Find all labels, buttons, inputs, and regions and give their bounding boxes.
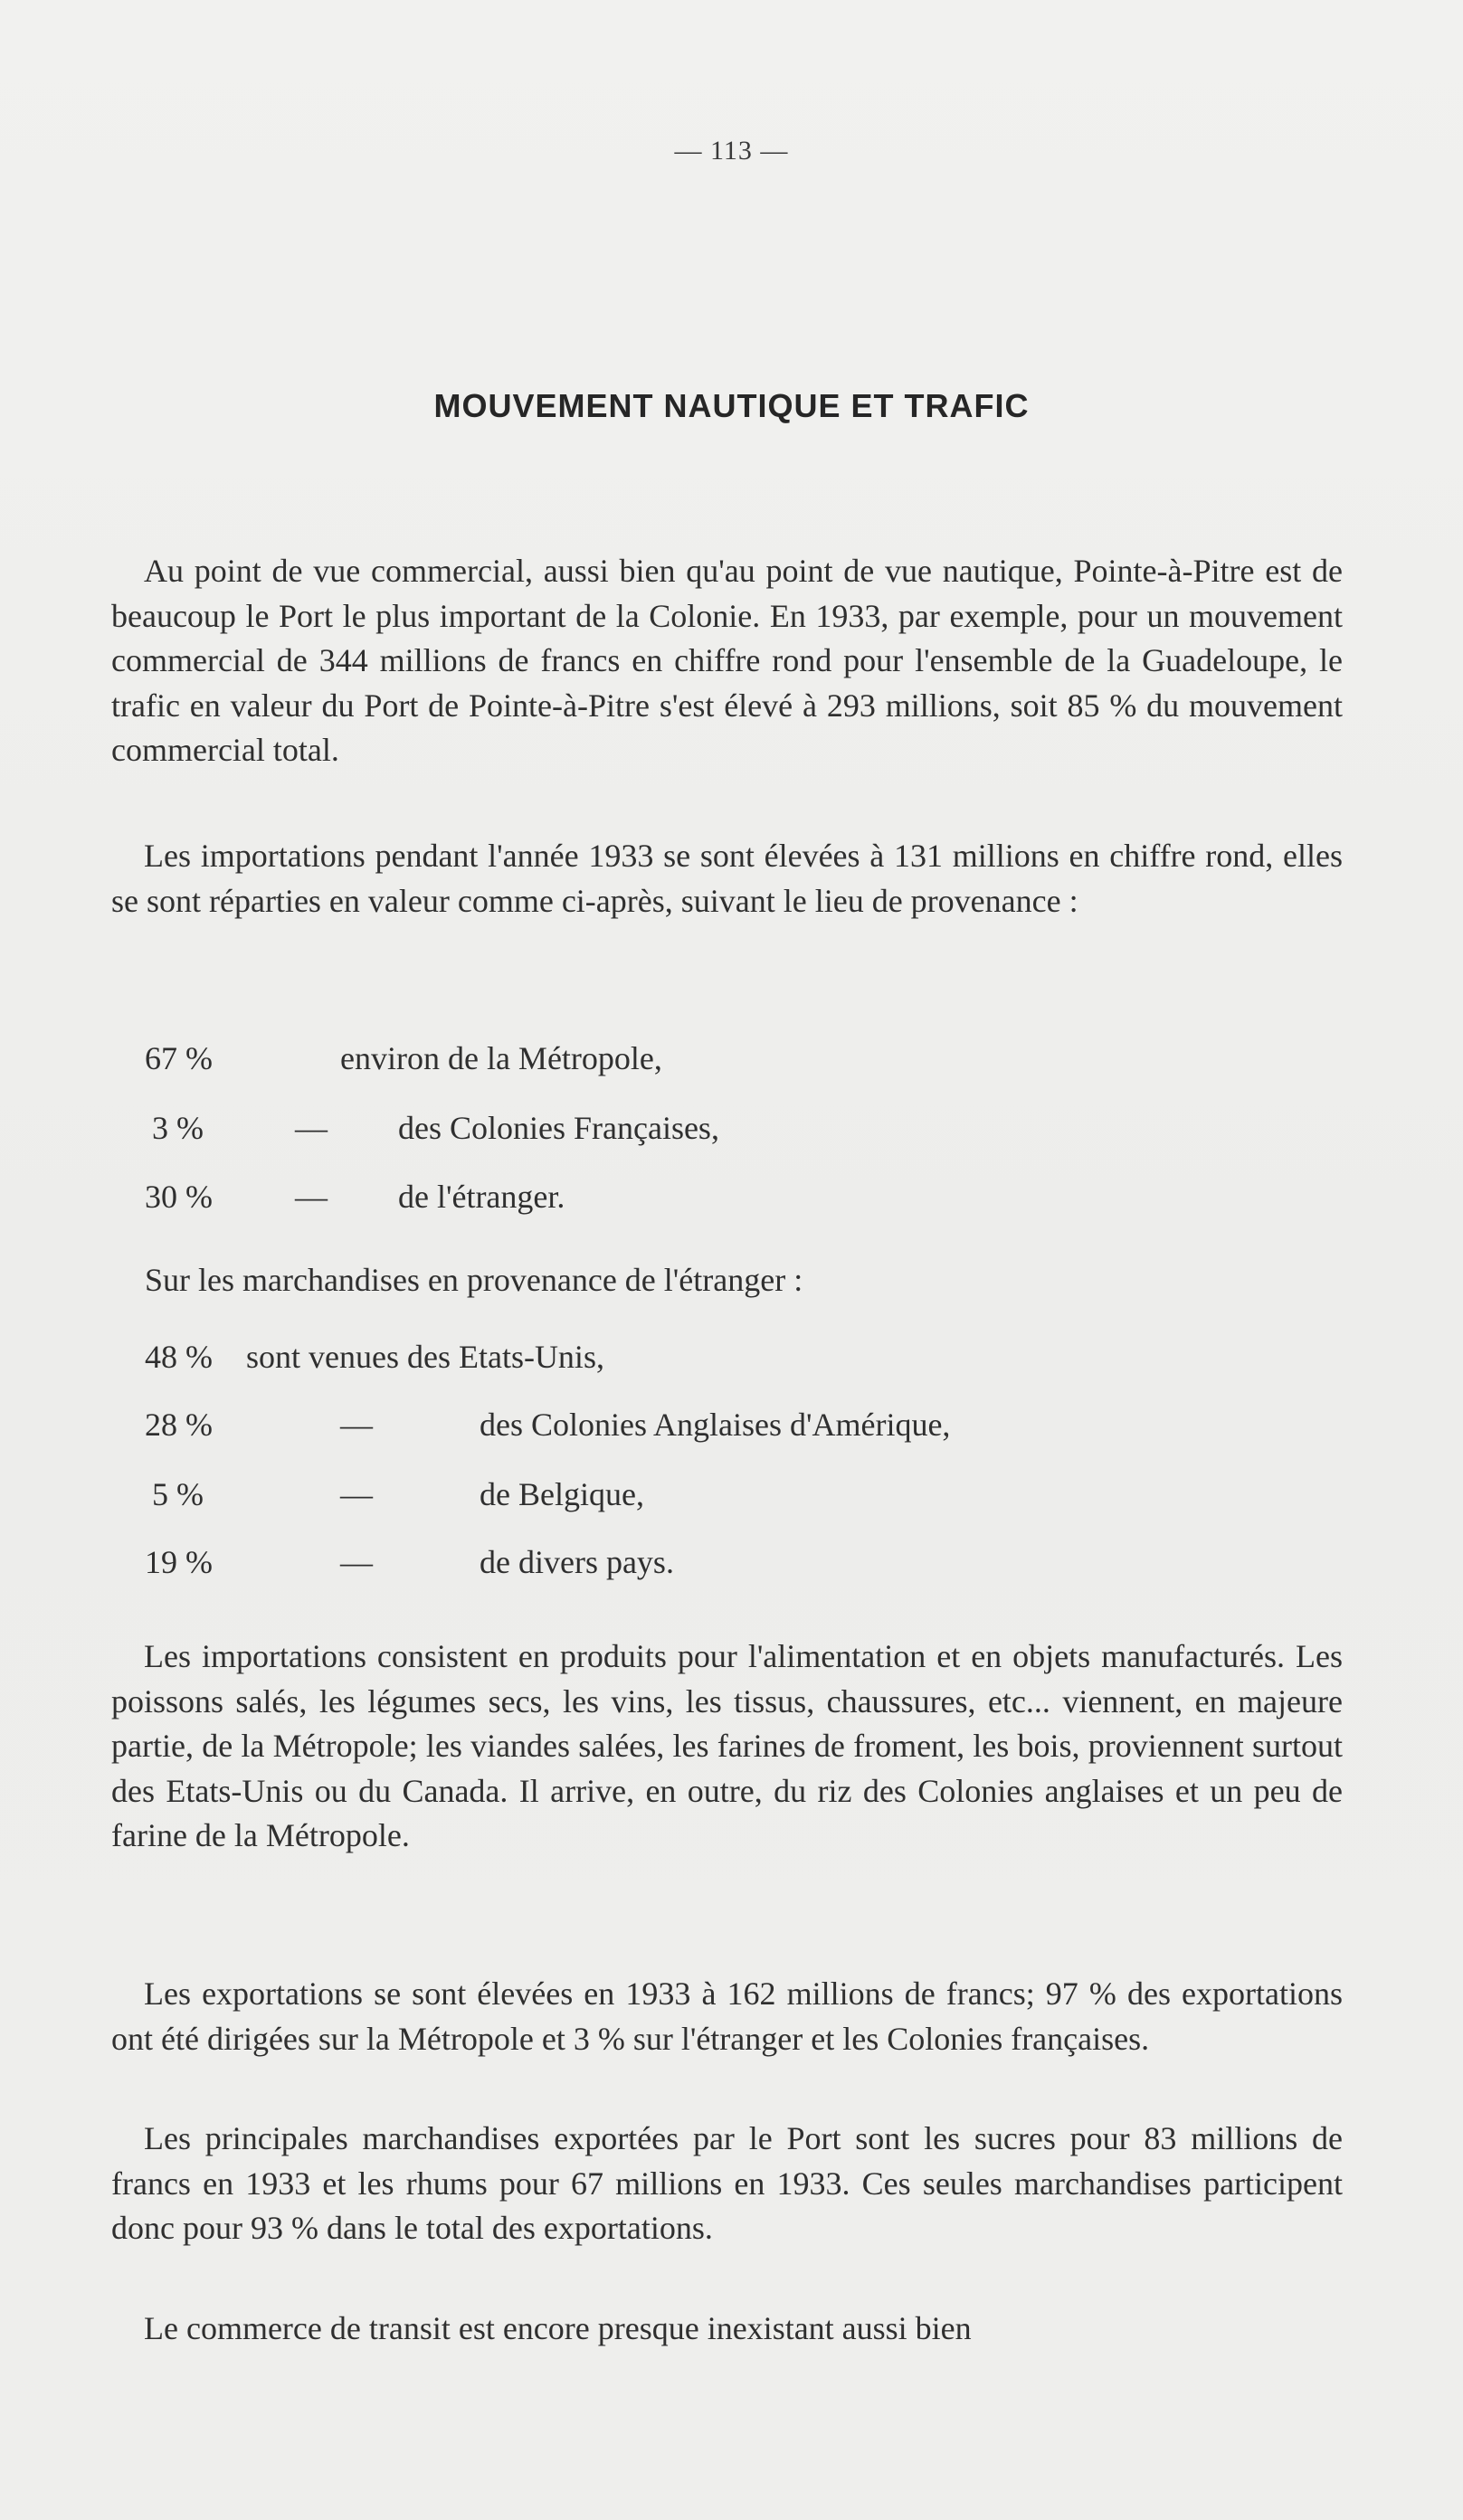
foreign-label-2: des Colonies Anglaises d'Amérique, bbox=[480, 1407, 951, 1443]
foreign-dash-4: — bbox=[340, 1544, 373, 1580]
paragraph-imports: Les importations pendant l'année 1933 se sont élevées à 131 millions en chiffre rond, elles se sont réparties en valeur comme ci-après, suivant le lieu de provenance : bbox=[111, 838, 1343, 919]
foreign-pct-1: 48 % bbox=[145, 1339, 213, 1375]
section-title: MOUVEMENT NAUTIQUE ET TRAFIC bbox=[433, 387, 1030, 424]
provenance-label-3: de l'étranger. bbox=[398, 1179, 565, 1215]
provenance-pct-2: 3 % bbox=[152, 1110, 204, 1146]
provenance-label-2: des Colonies Françaises, bbox=[398, 1110, 719, 1146]
provenance-label-1: environ de la Métropole, bbox=[340, 1040, 662, 1076]
paragraph-exports: Les exportations se sont élevées en 1933 à 162 millions de francs; 97 % des exportations ont été dirigées sur la Métropole et 3 % sur l'étranger et les Colonies françaises. bbox=[111, 1975, 1343, 2057]
paragraph-intro: Au point de vue commercial, aussi bien qu'au point de vue nautique, Pointe-à-Pitre est de beaucoup le Port le plus important de la Colonie. En 1933, par exemple, pour un mouvement commercial de 344 millions de francs en chiffre rond pour l'ensemble de la Guadeloupe, le trafic en valeur du Port de Pointe-à-Pitre s'est élevé à 293 millions, soit 85 % du mouvement commercial total. bbox=[111, 553, 1343, 769]
provenance-dash-2: — bbox=[295, 1110, 328, 1146]
foreign-label-3: de Belgique, bbox=[480, 1476, 644, 1512]
page-number: — 113 — bbox=[674, 136, 789, 166]
paragraph-foreign-intro: Sur les marchandises en provenance de l'étranger : bbox=[145, 1262, 803, 1298]
foreign-dash-3: — bbox=[340, 1476, 373, 1512]
foreign-pct-2: 28 % bbox=[145, 1407, 213, 1443]
paragraph-export-goods: Les principales marchandises exportées par le Port sont les sucres pour 83 millions de francs en 1933 et les rhums pour 67 millions en 1933. Ces seules marchandises participent donc pour 93 % dans le total des exportations. bbox=[111, 2120, 1343, 2247]
foreign-dash-2: — bbox=[340, 1407, 373, 1443]
foreign-label-1: sont venues des Etats-Unis, bbox=[246, 1339, 604, 1375]
provenance-dash-3: — bbox=[295, 1179, 328, 1215]
foreign-pct-3: 5 % bbox=[152, 1476, 204, 1512]
foreign-label-4: de divers pays. bbox=[480, 1544, 674, 1580]
paragraph-transit: Le commerce de transit est encore presque inexistant aussi bien bbox=[144, 2310, 972, 2346]
provenance-pct-3: 30 % bbox=[145, 1179, 213, 1215]
provenance-pct-1: 67 % bbox=[145, 1040, 213, 1076]
paragraph-import-goods: Les importations consistent en produits pour l'alimentation et en objets manufacturés. Les poissons salés, les légumes secs, les vins, les tissus, chaussures, etc... viennent, en majeure partie, de la Métropole; les viandes salées, les farines de froment, les bois, proviennent surtout des Etats-Unis ou du Canada. Il arrive, en outre, du riz des Colonies anglaises et un peu de farine de la Métropole. bbox=[111, 1638, 1343, 1854]
foreign-pct-4: 19 % bbox=[145, 1544, 213, 1580]
